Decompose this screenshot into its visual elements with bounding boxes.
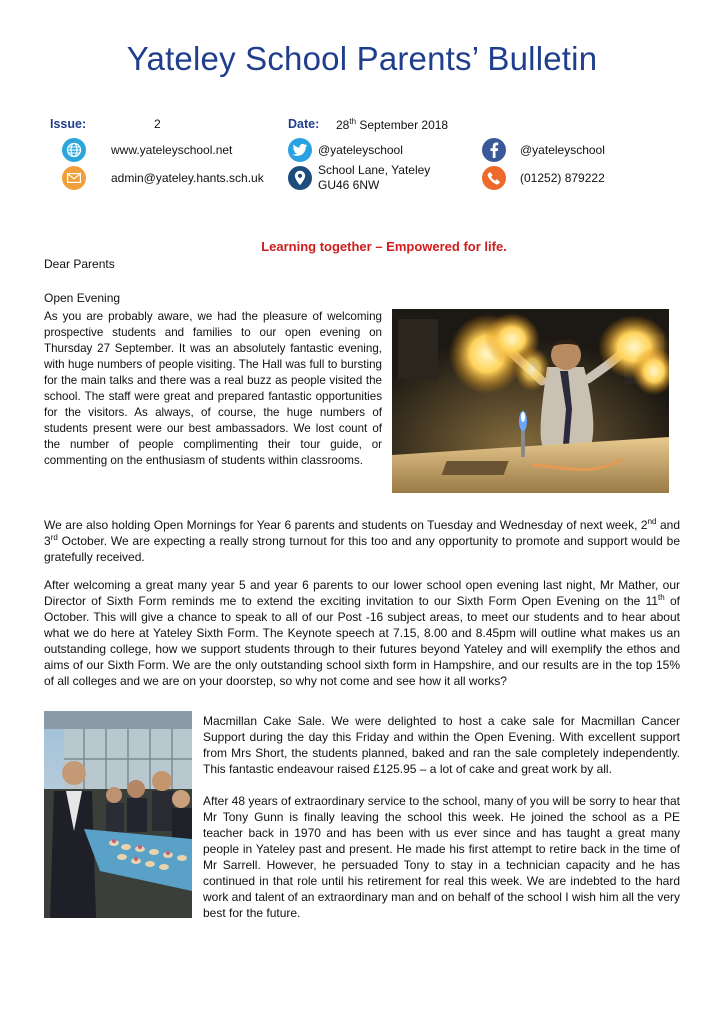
sixth-form-paragraph: After welcoming a great many year 5 and year 6 parents to our lower school open evening last night, Mr Mather, our Director of Sixth Form reminds me to extend the exciting invitation to our Sixth Form Open Evening on the 11th of October. This will give a chance to speak to all of our Post -16 subject areas, to meet our students and to hear about what we do here at Yateley Sixth Form. The Keynote speech at 7.15, 8.00 and 8.45pm will outline what makes us an outstanding college, how we support students through to their futures beyond Yateley and will exemplify the ethos and aims of our Sixth Form. We are the only outstanding school sixth form in Hampshire, and our results are in the top 15% of all colleges and we are on your doorstep, so why not come and see how it all works? xyxy=(44,578,680,688)
date-label: Date: xyxy=(288,117,320,131)
open-mornings-paragraph: We are also holding Open Mornings for Year 6 parents and students on Tuesday and Wednesday of next week, 2nd and 3rd October. We are expecting a really strong turnout for this too and any opportunity to promote and support would be gratefully received. xyxy=(44,517,680,564)
open-evening-paragraph: As you are probably aware, we had the pleasure of welcoming prospective students and families to our open evening on Thursday 27 September. It was an absolutely fantastic evening, with huge numbers of people visiting. The Hall was full to bursting for the main talks and there was a real buzz as people visited the school. The staff were great and prepared fantastic opportunities for the visitors. As always, of course, the huge numbers of students present were our best ambassadors. We lost count of the number of people complimenting their tour guide, or commenting on the enthusiasm of students within classrooms. xyxy=(44,310,382,467)
address xyxy=(318,163,430,193)
open-evening-heading: Open Evening xyxy=(44,291,121,305)
globe-icon xyxy=(62,138,86,162)
email-link[interactable]: admin@yateley.hants.sch.uk xyxy=(111,171,264,185)
facebook-icon xyxy=(482,138,506,162)
phone-number: (01252) 879222 xyxy=(520,171,605,185)
issue-value: 2 xyxy=(154,117,161,131)
school-tagline: Learning together – Empowered for life. xyxy=(261,239,507,254)
issue-label: Issue: xyxy=(50,117,87,131)
twitter-handle: @yateleyschool xyxy=(318,143,403,157)
cake-sale-paragraph: Macmillan Cake Sale. We were delighted to host a cake sale for Macmillan Cancer Support during the day this Friday and within the Open Evening. With excellent support from Mrs Short, the students planned, baked and ran the sale completely independently. This fantastic endeavour raised £125.95 – a lot of cake and great work by all. xyxy=(203,714,680,776)
date-value: 28th September 2018 xyxy=(336,117,449,132)
page-title: Yateley School Parents’ Bulletin xyxy=(126,40,598,77)
open-evening-photo xyxy=(392,309,669,493)
twitter-icon xyxy=(288,138,312,162)
address-line-2: GU46 6NW xyxy=(318,178,380,192)
cake-sale-photo xyxy=(44,711,192,918)
location-icon xyxy=(288,166,312,190)
salutation: Dear Parents xyxy=(44,257,115,271)
facebook-handle: @yateleyschool xyxy=(520,143,605,157)
phone-icon xyxy=(482,166,506,190)
retirement-paragraph: After 48 years of extraordinary service to the school, many of you will be sorry to hear that Mr Tony Gunn is finally leaving the school this week. He joined the school as a PE teacher back in 1970 and has been with us ever since and has taught a great many people in Yateley past and present. He made his first attempt to retire back in the time of Mr Sarrell. However, he persuaded Tony to stay in a technician capacity and he has continued in that role until his retirement for real this week. We are indebted to the hard work and talent of an extraordinary man and on behalf of the school I wish him all the very best for the future. xyxy=(203,794,680,920)
email-icon xyxy=(62,166,86,190)
website-link[interactable]: www.yateleyschool.net xyxy=(111,143,233,157)
address-line-1: School Lane, Yateley xyxy=(318,163,431,177)
